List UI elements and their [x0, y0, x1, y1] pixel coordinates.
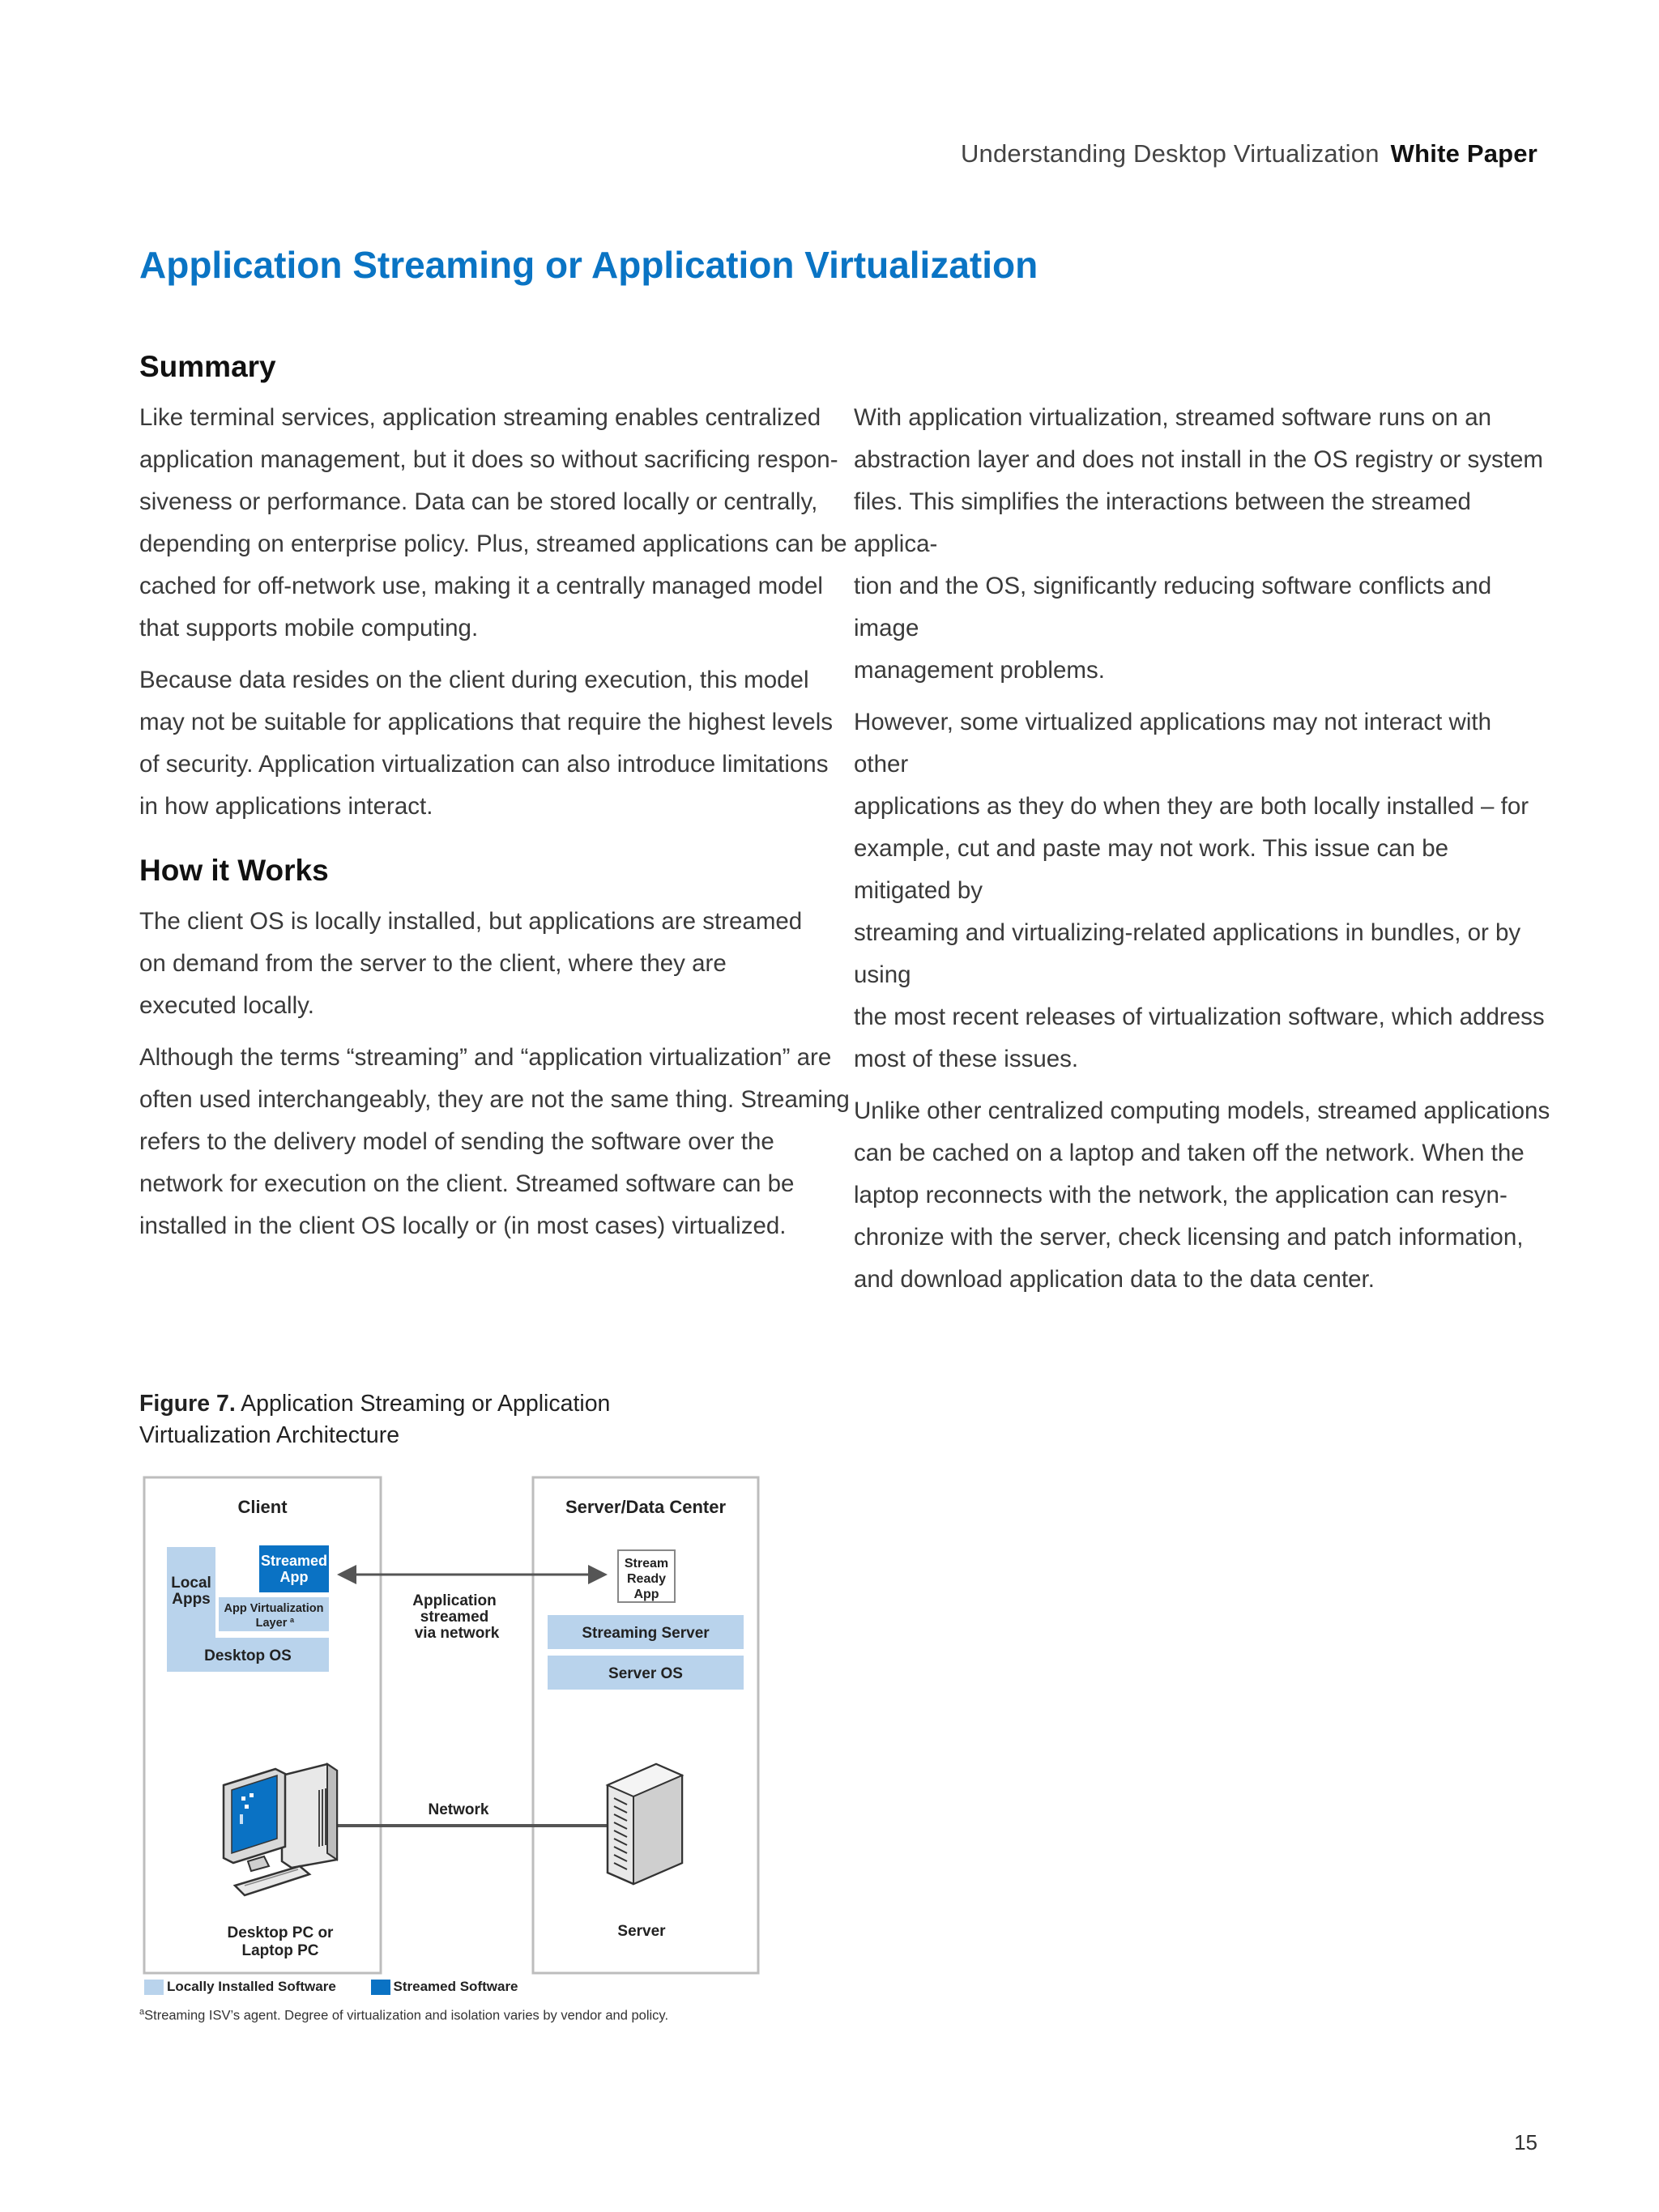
text-line: Like terminal services, application streaming enables centralized: [139, 404, 821, 431]
figure-footnote: [139, 2007, 668, 2024]
text-line: applications as they do when they are both locally installed – for: [854, 793, 1529, 820]
server-title: Server/Data Center: [565, 1497, 727, 1517]
text-line: often used interchangeably, they are not the same thing. Streaming: [139, 1086, 850, 1113]
streamed-app-label-2: App: [279, 1569, 309, 1585]
text-line: Unlike other centralized computing models, streamed applications: [854, 1097, 1550, 1124]
footnote-text: Streaming ISV’s agent. Degree of virtualization and isolation varies by vendor and policy.: [144, 2008, 669, 2023]
desktop-os-label: Desktop OS: [204, 1647, 292, 1664]
text-line: the most recent releases of virtualization software, which address: [854, 1004, 1545, 1030]
text-line: of security. Application virtualization can also introduce limitations: [139, 751, 829, 778]
summary-paragraph-2: [139, 659, 852, 828]
text-line: cached for off-network use, making it a centrally managed model: [139, 573, 823, 599]
text-line: The client OS is locally installed, but applications are streamed: [139, 908, 803, 935]
text-line: application management, but it does so without sacrificing respon-: [139, 446, 838, 473]
diagram-legend: [144, 1979, 518, 1995]
text-line: Although the terms “streaming” and “application virtualization” are: [139, 1044, 832, 1071]
right-paragraph-2: [854, 701, 1550, 1080]
text-line: depending on enterprise policy. Plus, streamed applications can be: [139, 531, 847, 557]
right-column-body: [854, 397, 1550, 1301]
legend-swatch-streamed: [371, 1980, 390, 1995]
app-streamed-label-3: via network: [414, 1625, 500, 1642]
header-document-title: Understanding Desktop Virtualization: [960, 139, 1380, 168]
legend-swatch-local: [144, 1980, 164, 1995]
legend-local-label: Locally Installed Software: [167, 1979, 336, 1994]
text-line: in how applications interact.: [139, 793, 433, 820]
app-virt-label-1: App Virtualization: [224, 1602, 324, 1615]
server-os-label: Server OS: [608, 1665, 683, 1682]
text-line: chronize with the server, check licensing and patch information,: [854, 1224, 1524, 1251]
figure-label: Figure 7.: [139, 1391, 236, 1417]
text-line: and download application data to the data center.: [854, 1266, 1375, 1293]
app-virt-superscript: a: [290, 1616, 295, 1624]
local-apps-label-1: Local: [171, 1575, 211, 1592]
running-header: [961, 139, 1537, 168]
text-line: that supports mobile computing.: [139, 615, 479, 641]
how-it-works-paragraph-2: [139, 1037, 852, 1247]
text-line: tion and the OS, significantly reducing software conflicts and image: [854, 573, 1492, 641]
text-line: siveness or performance. Data can be stored locally or centrally,: [139, 488, 818, 515]
stream-ready-label-2: Ready: [626, 1572, 667, 1586]
stream-ready-label-1: Stream: [624, 1557, 669, 1571]
text-line: However, some virtualized applications may not interact with other: [854, 709, 1492, 778]
text-line: refers to the delivery model of sending the software over the: [139, 1128, 774, 1155]
footnote-mark: a: [139, 2007, 145, 2017]
text-line: on demand from the server to the client, where they are: [139, 950, 727, 977]
right-paragraph-1: [854, 397, 1550, 692]
text-line: management problems.: [854, 657, 1105, 684]
summary-paragraph-1: [139, 397, 852, 650]
streaming-server-label: Streaming Server: [582, 1625, 710, 1642]
text-line: can be cached on a laptop and taken off the network. When the: [854, 1140, 1525, 1166]
page-number: 15: [1514, 2130, 1537, 2154]
summary-body: [139, 397, 852, 828]
architecture-diagram: [130, 1458, 778, 1976]
figure-caption: [139, 1388, 666, 1451]
app-virt-label-2: Layer: [255, 1617, 288, 1630]
legend-streamed-label: Streamed Software: [393, 1979, 518, 1994]
app-streamed-label-1: Application: [412, 1592, 497, 1609]
how-it-works-paragraph-1: [139, 901, 852, 1027]
client-title: Client: [237, 1497, 288, 1517]
right-paragraph-3: [854, 1090, 1550, 1301]
text-line: network for execution on the client. Streamed software can be: [139, 1170, 795, 1197]
text-line: may not be suitable for applications that require the highest levels: [139, 709, 834, 735]
figure-caption-text: Application Streaming or Application Virtualization Architecture: [139, 1391, 611, 1448]
text-line: files. This simplifies the interactions between the streamed applica-: [854, 488, 1471, 557]
summary-heading: Summary: [139, 350, 276, 383]
stream-ready-label-3: App: [633, 1588, 659, 1601]
how-it-works-heading: How it Works: [139, 854, 329, 887]
text-line: most of these issues.: [854, 1046, 1079, 1072]
server-tower-icon: [608, 1764, 682, 1884]
app-streamed-label-2: streamed: [420, 1609, 489, 1626]
text-line: abstraction layer and does not install in the OS registry or system: [854, 446, 1543, 473]
text-line: With application virtualization, streamed software runs on an: [854, 404, 1492, 431]
desktop-pc-label-2: Laptop PC: [241, 1942, 319, 1959]
how-it-works-body: [139, 901, 852, 1247]
text-line: installed in the client OS locally or (in most cases) virtualized.: [139, 1213, 787, 1239]
header-document-type: White Paper: [1390, 139, 1537, 168]
section-title: Application Streaming or Application Virtualization: [139, 244, 1038, 286]
text-line: streaming and virtualizing-related applications in bundles, or by using: [854, 919, 1521, 988]
server-label: Server: [617, 1923, 666, 1940]
streamed-app-label-1: Streamed: [260, 1553, 328, 1569]
local-apps-label-2: Apps: [172, 1591, 211, 1608]
network-label: Network: [428, 1801, 489, 1818]
desktop-pc-label-1: Desktop PC or: [227, 1924, 334, 1941]
text-line: executed locally.: [139, 992, 314, 1019]
text-line: laptop reconnects with the network, the application can resyn-: [854, 1182, 1508, 1208]
text-line: example, cut and paste may not work. This issue can be mitigated by: [854, 835, 1449, 904]
text-line: Because data resides on the client during execution, this model: [139, 667, 809, 693]
